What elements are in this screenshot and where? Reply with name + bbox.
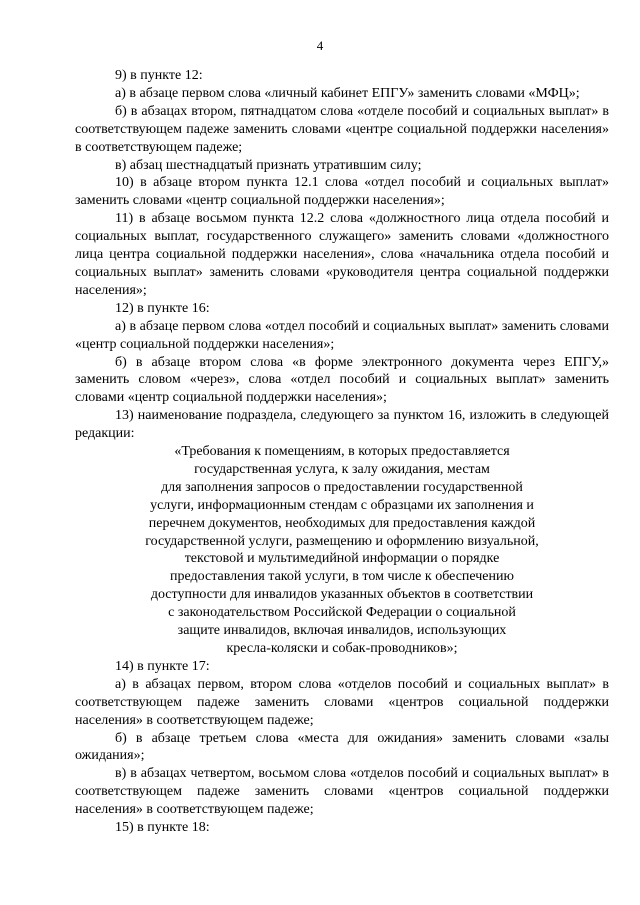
paragraph: а) в абзаце первом слова «личный кабинет ЕПГУ» заменить словами «МФЦ»; bbox=[115, 85, 580, 101]
paragraph: б) в абзацах втором, пятнадцатом слова «отделе пособий и социальных выплат» в соответствующем падеже заменить словами «центре социальной поддержки населения» в соответствующем падеже; bbox=[75, 103, 609, 155]
heading-line: для заполнения запросов о предоставлении государственной bbox=[161, 479, 523, 495]
paragraph: 15) в пункте 18: bbox=[115, 820, 210, 836]
paragraph: 13) наименование подраздела, следующего за пунктом 16, изложить в следующей редакции: bbox=[75, 408, 609, 442]
heading-line: текстовой и мультимедийной информации о порядке bbox=[184, 551, 500, 567]
heading-line: государственной услуги, размещению и оформлению визуальной, bbox=[145, 533, 539, 549]
heading-line: доступности для инвалидов указанных объектов в соответствии bbox=[150, 587, 534, 603]
paragraph: в) абзац шестнадцатый признать утратившим силу; bbox=[115, 157, 422, 173]
paragraph: в) в абзацах четвертом, восьмом слова «отделов пособий и социальных выплат» в соответствующем падеже заменить словами «центров социальной поддержки населения» в соответствующем падеже; bbox=[75, 766, 609, 818]
paragraph: 9) в пункте 12: bbox=[115, 68, 203, 83]
paragraph: а) в абзацах первом, втором слова «отделов пособий и социальных выплат» в соответствующем падеже заменить словами «центров социальной поддержки населения» в соответствующем падеже; bbox=[75, 676, 609, 728]
heading-line: перечнем документов, необходимых для предоставления каждой bbox=[148, 515, 536, 531]
paragraph: 11) в абзаце восьмом пункта 12.2 слова «должностного лица отдела пособий и социальных выплат, государственного служащего» заменить словами «должностного лица центра социальной поддержки населения», слова «начальника отдела пособий и социальных выплат» заменить словами «руководителя центра социальной поддержки населения»; bbox=[75, 211, 609, 298]
subsection-heading bbox=[75, 443, 609, 658]
heading-line: с законодательством Российской Федерации о социальной bbox=[168, 605, 516, 621]
heading-line: предоставления такой услуги, в том числе к обеспечению bbox=[170, 569, 514, 585]
paragraph: 10) в абзаце втором пункта 12.1 слова «отдел пособий и социальных выплат» заменить словами «центр социальной поддержки населения»; bbox=[75, 175, 609, 209]
heading-line: государственная услуга, к залу ожидания, местам bbox=[194, 461, 490, 477]
heading-line: защите инвалидов, включая инвалидов, использующих bbox=[177, 623, 507, 639]
page-number: 4 bbox=[316, 38, 324, 53]
heading-line: услуги, информационным стендам с образцами их заполнения и bbox=[150, 497, 534, 513]
heading-line: «Требования к помещениям, в которых предоставляется bbox=[174, 444, 510, 460]
document-body bbox=[75, 67, 609, 837]
paragraph: а) в абзаце первом слова «отдел пособий и социальных выплат» заменить словами «центр социальной поддержки населения»; bbox=[75, 318, 609, 352]
paragraph: б) в абзаце втором слова «в форме электронного документа через ЕПГУ,» заменить словом «через», слова «отдел пособий и социальных выплат» заменить словами «центр социальной поддержки населения»; bbox=[75, 354, 609, 406]
heading-line: кресла-коляски и собак-проводников»; bbox=[226, 641, 458, 656]
paragraph: б) в абзаце третьем слова «места для ожидания» заменить словами «залы ожидания»; bbox=[75, 730, 609, 764]
paragraph: 14) в пункте 17: bbox=[115, 658, 210, 674]
paragraph: 12) в пункте 16: bbox=[115, 300, 210, 316]
